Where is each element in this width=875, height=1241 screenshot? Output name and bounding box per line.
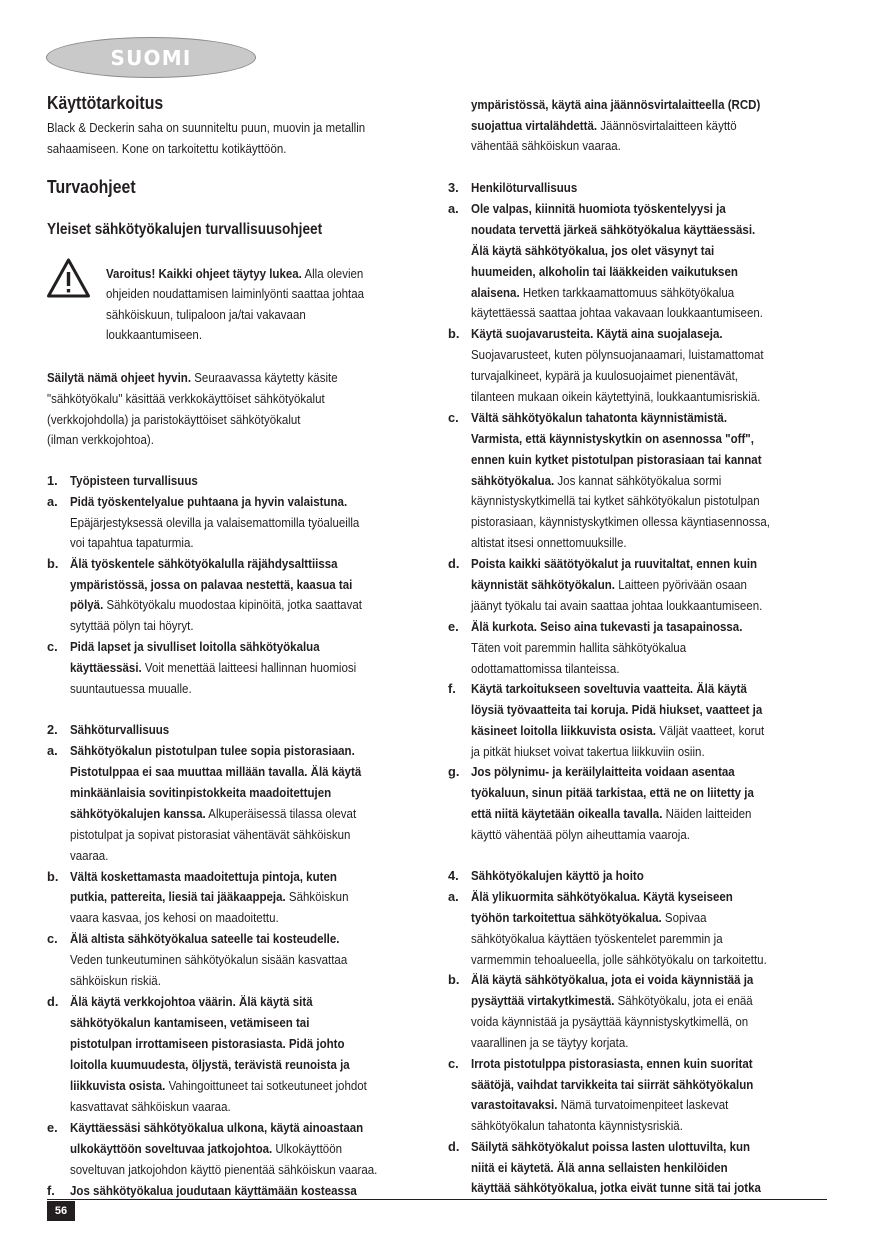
list-marker: f. xyxy=(47,1183,55,1198)
bold-text: pistotulpan irrottamiseen pistorasiasta. Pidä johto xyxy=(70,1036,345,1051)
intended-use-heading: Käyttötarkoitus xyxy=(47,93,164,113)
keep-instructions-line: "sähkötyökalu" käsittää verkkokäyttöiset sähkötyökalut xyxy=(47,391,325,406)
safety-text xyxy=(70,1076,367,1096)
safety-text xyxy=(471,408,727,428)
safety-text xyxy=(70,1118,363,1138)
general-safety-subheading: Yleiset sähkötyökalujen turvallisuusohjeet xyxy=(47,221,323,238)
list-marker: a. xyxy=(47,743,58,758)
regular-text: käytettäessä saattaa johtaa vakavaan loukkaantumiseen. xyxy=(471,305,763,320)
safety-text xyxy=(70,554,338,574)
bold-text: Älä käytä verkkojohtoa väärin. Älä käytä sitä xyxy=(70,994,313,1009)
bold-text: Henkilöturvallisuus xyxy=(471,180,578,195)
bold-text: Pidä työskentelyalue puhtaana ja hyvin valaistuna. xyxy=(70,494,348,509)
keep-instructions-line: (ilman verkkojohtoa). xyxy=(47,432,154,447)
safety-text xyxy=(471,908,707,928)
regular-text: odottamattomissa tilanteissa. xyxy=(471,661,620,676)
bold-text: Työpisteen turvallisuus xyxy=(70,473,198,488)
safety-text xyxy=(471,950,767,970)
bold-text: Älä käytä sähkötyökalua, jos olet väsynyt tai xyxy=(471,243,715,258)
bold-text: Älä käytä sähkötyökalua, jota ei voida käynnistää ja xyxy=(471,972,754,987)
bold-text: loitolla kuumuudesta, öljystä, terävistä reunoista ja xyxy=(70,1057,350,1072)
bold-text: sähkötyökalua. xyxy=(471,473,555,488)
bold-text: että niitä käytetään oikealla tavalla. xyxy=(471,806,663,821)
regular-text: soveltuvan jatkojohdon käyttö pienentää sähköiskun vaaraa. xyxy=(70,1162,378,1177)
intended-use-line: sahaamiseen. Kone on tarkoitettu kotikäyttöön. xyxy=(47,141,287,156)
safety-text xyxy=(70,679,192,699)
regular-text: Ulkokäyttöön xyxy=(272,1141,343,1156)
bold-text: ennen kuin kytket pistotulpan pistorasiaan tai kannat xyxy=(471,452,762,467)
intended-use-line: Black & Deckerin saha on suunniteltu puun, muovin ja metallin xyxy=(47,120,366,135)
regular-text: Alkuperäisessä tilassa olevat xyxy=(205,806,357,821)
safety-text xyxy=(471,804,751,824)
safety-text xyxy=(70,825,350,845)
regular-text: käyttö vähentää pölyn aiheuttamia vaaroja. xyxy=(471,827,690,842)
bold-text: Ole valpas, kiinnitä huomiota työskentelyysi ja xyxy=(471,201,726,216)
safety-text xyxy=(471,866,644,886)
safety-text xyxy=(70,533,194,553)
bold-text: Varmista, että käynnistyskytkin on asennossa "off", xyxy=(471,431,754,446)
safety-text xyxy=(70,950,347,970)
regular-text: sytyttää pölyn tai höyryt. xyxy=(70,618,194,633)
bold-text: Älä ylikuormita sähkötyökalua. Käytä kyseiseen xyxy=(471,889,733,904)
bold-text: käsineet loitolla liikkuvista osista. xyxy=(471,723,656,738)
safety-text xyxy=(471,366,738,386)
safety-text xyxy=(70,471,198,491)
safety-text xyxy=(70,846,108,866)
safety-text xyxy=(70,720,169,740)
regular-text: Sähkötyökalu, jota ei enää xyxy=(614,993,753,1008)
warning-line: ohjeiden noudattamisen laiminlyönti saattaa johtaa xyxy=(106,286,365,301)
safety-text xyxy=(471,471,721,491)
regular-text: Täten voit paremmin hallita sähkötyökalua xyxy=(471,640,687,655)
safety-text xyxy=(471,700,762,720)
safety-text xyxy=(471,617,742,637)
safety-text xyxy=(471,345,764,365)
safety-heading: Turvaohjeet xyxy=(47,177,136,197)
safety-text xyxy=(471,136,621,156)
safety-text xyxy=(471,679,747,699)
bold-text: Vältä koskettamasta maadoitettuja pintoja, kuten xyxy=(70,869,337,884)
bold-text: Sähköturvallisuus xyxy=(70,722,170,737)
bold-text: Sähkötyökalun pistotulpan tulee sopia pistorasiaan. xyxy=(70,743,355,758)
safety-text xyxy=(70,971,161,991)
list-marker: b. xyxy=(448,972,460,987)
regular-text: Sähkötyökalu muodostaa kipinöitä, jotka saattavat xyxy=(103,597,362,612)
list-marker: 4. xyxy=(448,868,459,883)
regular-text: Jäännösvirtalaitteen käyttö xyxy=(597,118,737,133)
regular-text: Sopivaa xyxy=(661,910,707,925)
footer-rule xyxy=(47,1199,827,1200)
list-marker: a. xyxy=(448,889,459,904)
keep-instructions-line: (verkkojohdolla) ja paristokäyttöiset sähkötyökalut xyxy=(47,412,301,427)
list-marker: d. xyxy=(47,994,59,1009)
safety-text xyxy=(70,637,320,657)
list-marker: b. xyxy=(47,869,59,884)
language-tab-label: SUOMI xyxy=(110,46,192,70)
safety-text xyxy=(471,1054,753,1074)
safety-text xyxy=(70,513,359,533)
bold-text: ympäristössä, jossa on palavaa nestettä, kaasua tai xyxy=(70,577,353,592)
safety-text xyxy=(70,1097,231,1117)
safety-text xyxy=(471,783,754,803)
safety-text xyxy=(471,178,577,198)
bold-text: Sähkötyökalujen käyttö ja hoito xyxy=(471,868,644,883)
bold-text: Käytä suojavarusteita. Käytä aina suojalaseja. xyxy=(471,326,723,341)
bold-text: noudata tervettä järkeä sähkötyökalua käyttäessäsi. xyxy=(471,222,756,237)
safety-text xyxy=(70,1160,377,1180)
bold-text: työhön tarkoitettua sähkötyökalua. xyxy=(471,910,662,925)
bold-text: käyttää sähkötyökalua, jotka eivät tunne sitä tai jotka xyxy=(471,1180,761,1195)
safety-text xyxy=(471,1178,761,1198)
bold-text: huumeiden, alkoholin tai lääkkeiden vaikutuksen xyxy=(471,264,738,279)
safety-text xyxy=(70,616,194,636)
safety-text xyxy=(471,241,714,261)
safety-text xyxy=(471,970,753,990)
safety-text xyxy=(471,825,690,845)
safety-text xyxy=(70,1013,309,1033)
regular-text: suuntautuessa muualle. xyxy=(70,681,192,696)
safety-text xyxy=(471,721,764,741)
safety-text xyxy=(471,387,760,407)
safety-text xyxy=(70,804,356,824)
regular-text: vaara kasvaa, jos kehosi on maadoitettu. xyxy=(70,910,279,925)
safety-text xyxy=(70,1034,345,1054)
regular-text: Suojavarusteet, kuten pölynsuojanaamari, luistamattomat xyxy=(471,347,764,362)
list-marker: c. xyxy=(448,1056,459,1071)
bold-text: Älä työskentele sähkötyökalulla räjähdysalttiissa xyxy=(70,556,338,571)
safety-text xyxy=(471,554,757,574)
list-marker: c. xyxy=(47,639,58,654)
regular-text: voida käynnistää ja pysäyttää käynnistyskytkimellä, on xyxy=(471,1014,749,1029)
safety-text xyxy=(471,324,723,344)
bold-text: käynnistät sähkötyökalun. xyxy=(471,577,616,592)
safety-text xyxy=(471,283,734,303)
list-marker: 1. xyxy=(47,473,58,488)
regular-text: vaaraa. xyxy=(70,848,109,863)
safety-text xyxy=(471,429,754,449)
bold-text: Poista kaikki säätötyökalut ja ruuvitaltat, ennen kuin xyxy=(471,556,758,571)
regular-text: sähköiskun riskiä. xyxy=(70,973,161,988)
bold-text: varastoitavaksi. xyxy=(471,1097,558,1112)
bold-text: minkäänlaisia sovitinpistokkeita maadoitettujen xyxy=(70,785,332,800)
safety-text xyxy=(70,1139,342,1159)
bold-text: ulkokäyttöön soveltuvaa jatkojohtoa. xyxy=(70,1141,273,1156)
safety-text xyxy=(471,887,733,907)
regular-text: vähentää sähköiskun vaaraa. xyxy=(471,138,621,153)
list-marker: b. xyxy=(448,326,460,341)
bold-text: Säilytä sähkötyökalut poissa lasten ulottuvilta, kun xyxy=(471,1139,751,1154)
regular-text: Nämä turvatoimenpiteet laskevat xyxy=(557,1097,729,1112)
regular-text: Sähköiskun xyxy=(285,889,349,904)
bold-text: Vältä sähkötyökalun tahatonta käynnistämistä. xyxy=(471,410,728,425)
safety-text xyxy=(70,992,313,1012)
regular-text: Veden tunkeutuminen sähkötyökalun sisään kasvattaa xyxy=(70,952,348,967)
list-marker: e. xyxy=(47,1120,58,1135)
safety-text xyxy=(471,116,737,136)
regular-text: jäänyt työkalu tai avain saattaa johtaa loukkaantumiseen. xyxy=(471,598,763,613)
safety-text xyxy=(471,929,723,949)
safety-text xyxy=(70,492,347,512)
bold-text: suojattua virtalähdettä. xyxy=(471,118,598,133)
regular-text: Väljät vaatteet, korut xyxy=(655,723,765,738)
bold-text: säätöjä, vaihdat tarvikkeita tai siirrät sähkötyökalun xyxy=(471,1077,754,1092)
safety-text xyxy=(471,220,755,240)
safety-text xyxy=(471,1158,728,1178)
bold-text: Käyttäessäsi sähkötyökalua ulkona, käytä ainoastaan xyxy=(70,1120,364,1135)
regular-text: varmemmin tehoalueella, jolle sähkötyökalu on tarkoitettu. xyxy=(471,952,767,967)
safety-text xyxy=(471,1033,628,1053)
regular-text: altistat itsesi onnettomuuksille. xyxy=(471,535,627,550)
regular-text: Voit menettää laitteesi hallinnan huomiosi xyxy=(141,660,357,675)
regular-text: Epäjärjestyksessä olevilla ja valaisemattomilla työalueilla xyxy=(70,515,360,530)
safety-text xyxy=(471,450,762,470)
bold-text: sähkötyökalun kantamiseen, vetämiseen tai xyxy=(70,1015,310,1030)
list-marker: c. xyxy=(47,931,58,946)
safety-text xyxy=(471,199,726,219)
safety-text xyxy=(471,991,753,1011)
safety-text xyxy=(471,659,620,679)
regular-text: kasvattavat sähköiskun vaaraa. xyxy=(70,1099,231,1114)
regular-text: pistorasiaan, käynnistyskytkimen ollessa käyntiasennossa, xyxy=(471,514,770,529)
list-marker: a. xyxy=(47,494,58,509)
safety-text xyxy=(471,1137,750,1157)
warning-triangle-icon xyxy=(47,258,90,298)
language-tab xyxy=(46,37,256,78)
regular-text: vaarallinen ja se täytyy korjata. xyxy=(471,1035,629,1050)
list-marker: 2. xyxy=(47,722,58,737)
bold-text: Älä kurkota. Seiso aina tukevasti ja tasapainossa. xyxy=(471,619,743,634)
regular-text: pistotulpat ja sopivat pistorasiat vähentävät sähköiskun xyxy=(70,827,351,842)
regular-text: käynnistyskytkimellä tai kytket sähkötyökalun pistotulpan xyxy=(471,493,760,508)
bold-text: Pidä lapset ja sivulliset loitolla sähkötyökalua xyxy=(70,639,320,654)
safety-text xyxy=(471,491,760,511)
regular-text: Laitteen pyörivään osaan xyxy=(615,577,747,592)
safety-text xyxy=(471,95,760,115)
bold-text: löysiä työvaatteita tai koruja. Pidä hiukset, vaatteet ja xyxy=(471,702,763,717)
warning-text: Varoitus! Kaikki ohjeet täytyy lukea. Alla olevien xyxy=(106,266,364,281)
bold-text: Pistotulppaa ei saa muuttaa millään tavalla. Älä käytä xyxy=(70,764,362,779)
safety-text xyxy=(70,887,348,907)
safety-text xyxy=(471,512,770,532)
list-marker: d. xyxy=(448,1139,460,1154)
safety-text xyxy=(70,575,352,595)
list-marker: c. xyxy=(448,410,459,425)
warning-line: loukkaantumiseen. xyxy=(106,327,203,342)
list-marker: a. xyxy=(448,201,459,216)
bold-text: Jos sähkötyökalua joudutaan käyttämään kosteassa xyxy=(70,1183,357,1198)
safety-text xyxy=(471,638,686,658)
safety-text xyxy=(471,575,747,595)
safety-text xyxy=(471,742,705,762)
safety-text xyxy=(471,262,738,282)
page-number: 56 xyxy=(47,1201,75,1221)
bold-text: liikkuvista osista. xyxy=(70,1078,166,1093)
bold-text: alaisena. xyxy=(471,285,520,300)
safety-text xyxy=(471,596,762,616)
list-marker: e. xyxy=(448,619,459,634)
bold-text: pölyä. xyxy=(70,597,104,612)
list-marker: b. xyxy=(47,556,59,571)
regular-text: ja pitkät hiukset voivat takertua liikkuviin osiin. xyxy=(471,744,705,759)
safety-text xyxy=(471,762,735,782)
safety-text xyxy=(70,783,331,803)
bold-text: ympäristössä, käytä aina jäännösvirtalaitteella (RCD) xyxy=(471,97,761,112)
safety-text xyxy=(70,658,356,678)
list-marker: f. xyxy=(448,681,456,696)
safety-text xyxy=(70,762,361,782)
safety-text xyxy=(471,533,627,553)
safety-text xyxy=(70,595,362,615)
bold-text: pysäyttää virtakytkimestä. xyxy=(471,993,615,1008)
regular-text: Näiden laitteiden xyxy=(662,806,752,821)
bold-text: Irrota pistotulppa pistorasiasta, ennen kuin suoritat xyxy=(471,1056,753,1071)
list-marker: d. xyxy=(448,556,460,571)
regular-text: sähkötyökalun tahatonta käynnistysriskiä. xyxy=(471,1118,683,1133)
bold-text: Älä altista sähkötyökalua sateelle tai kosteudelle. xyxy=(70,931,340,946)
safety-text xyxy=(471,1116,683,1136)
regular-text: sähkötyökalua käyttäen työskentelet paremmin ja xyxy=(471,931,723,946)
warning-line: sähköiskuun, tulipaloon ja/tai vakavaan xyxy=(106,307,306,322)
safety-text xyxy=(70,908,279,928)
safety-text xyxy=(471,1012,748,1032)
safety-text xyxy=(70,741,355,761)
keep-instructions-text: Säilytä nämä ohjeet hyvin. Seuraavassa käytetty käsite xyxy=(47,370,338,385)
regular-text: voi tapahtua tapaturmia. xyxy=(70,535,194,550)
bold-text: työkaluun, sinun pitää tarkistaa, että ne on liitetty ja xyxy=(471,785,754,800)
list-marker: g. xyxy=(448,764,460,779)
regular-text: Hetken tarkkaamattomuus sähkötyökalua xyxy=(519,285,735,300)
regular-text: Jos kannat sähkötyökalua sormi xyxy=(554,473,722,488)
safety-text xyxy=(70,929,339,949)
safety-text xyxy=(471,1095,728,1115)
safety-text xyxy=(70,867,337,887)
safety-text xyxy=(471,303,763,323)
bold-text: Jos pölynimu- ja keräilylaitteita voidaan asentaa xyxy=(471,764,735,779)
bold-text: niitä ei käytetä. Älä anna sellaisten henkilöiden xyxy=(471,1160,728,1175)
bold-text: käyttäessäsi. xyxy=(70,660,142,675)
bold-text: sähkötyökalujen kanssa. xyxy=(70,806,206,821)
list-marker: 3. xyxy=(448,180,459,195)
safety-text xyxy=(471,1075,753,1095)
regular-text: tilanteen mukaan oikein käytettyinä, loukkaantumisriskiä. xyxy=(471,389,761,404)
bold-text: Käytä tarkoitukseen soveltuvia vaatteita. Älä käytä xyxy=(471,681,747,696)
regular-text: turvajalkineet, kypärä ja kuulosuojaimet pienentävät, xyxy=(471,368,738,383)
regular-text: Vahingoittuneet tai sotkeutuneet johdot xyxy=(165,1078,367,1093)
safety-text xyxy=(70,1055,350,1075)
bold-text: putkia, pattereita, liesiä tai jääkaappeja. xyxy=(70,889,286,904)
